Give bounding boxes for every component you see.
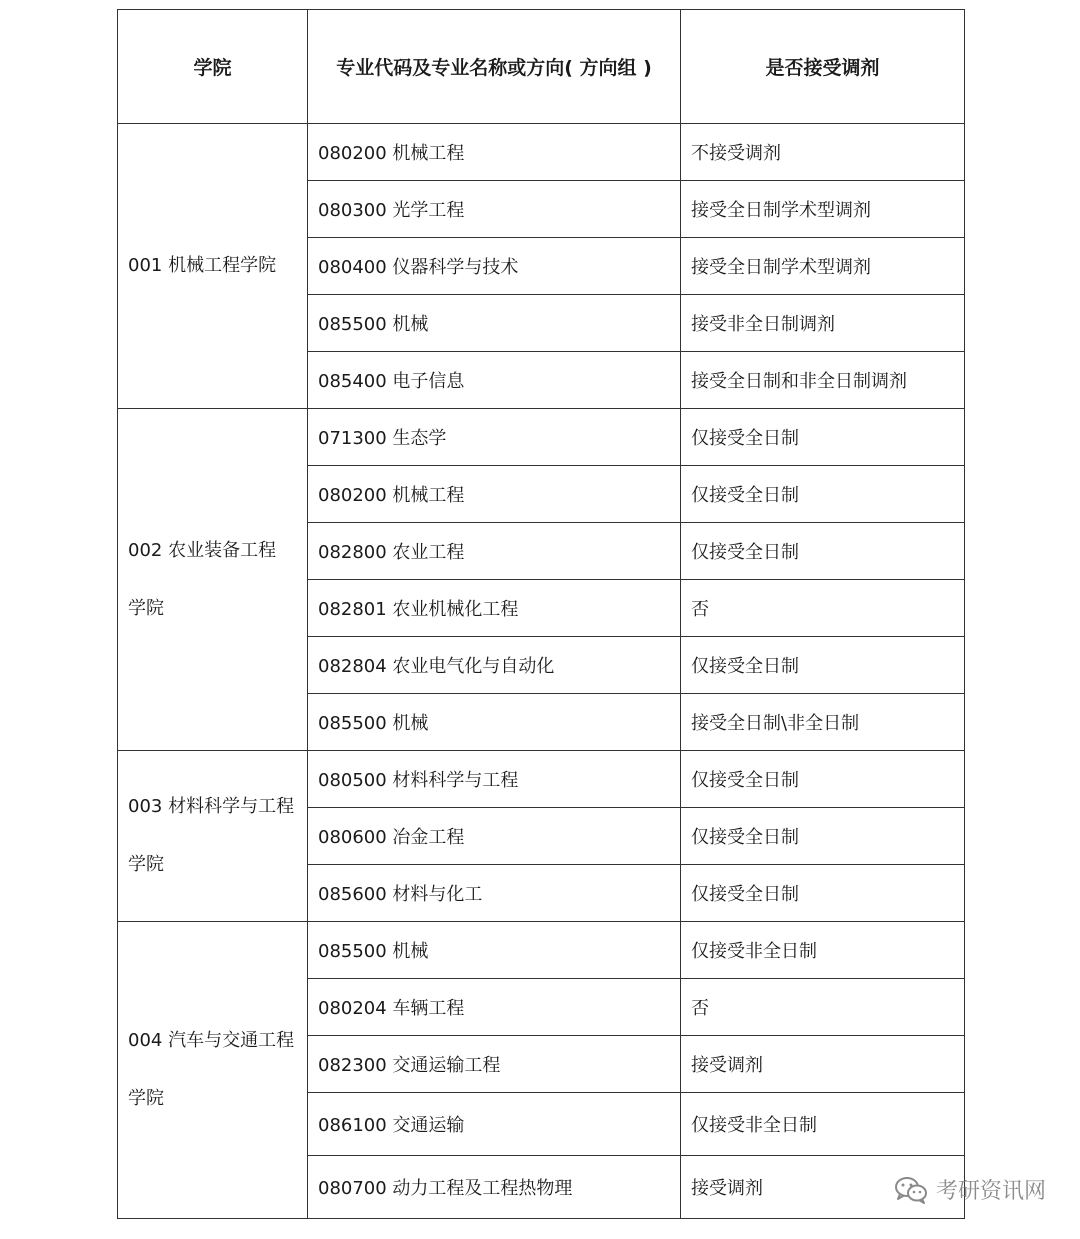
table-row [118, 124, 965, 181]
college-cell [118, 124, 308, 409]
header-major: 专业代码及专业名称或方向( 方向组 ) [308, 10, 681, 124]
college-name-line1: 002 农业装备工程 [128, 539, 277, 561]
adjust-cell: 仅接受全日制 [681, 751, 965, 808]
adjust-cell: 仅接受非全日制 [681, 922, 965, 979]
adjust-cell: 仅接受全日制 [681, 637, 965, 694]
adjust-cell: 仅接受全日制 [681, 466, 965, 523]
adjust-cell: 接受全日制学术型调剂 [681, 238, 965, 295]
major-cell: 080200 机械工程 [308, 466, 681, 523]
major-cell: 080400 仪器科学与技术 [308, 238, 681, 295]
college-name-line2: 学院 [128, 1088, 164, 1109]
watermark-text: 考研资讯网 [935, 1179, 1046, 1204]
major-cell: 082801 农业机械化工程 [308, 580, 681, 637]
major-cell: 082804 农业电气化与自动化 [308, 637, 681, 694]
adjust-cell: 接受调剂 [681, 1036, 965, 1093]
adjust-cell: 仅接受全日制 [681, 865, 965, 922]
major-cell: 080204 车辆工程 [308, 979, 681, 1036]
adjust-cell: 仅接受非全日制 [681, 1093, 965, 1156]
college-cell [118, 409, 308, 751]
major-cell: 082300 交通运输工程 [308, 1036, 681, 1093]
major-cell: 085500 机械 [308, 295, 681, 352]
major-cell: 086100 交通运输 [308, 1093, 681, 1156]
major-cell: 080200 机械工程 [308, 124, 681, 181]
major-cell: 082800 农业工程 [308, 523, 681, 580]
major-cell: 085600 材料与化工 [308, 865, 681, 922]
college-cell [118, 922, 308, 1219]
major-cell: 080600 冶金工程 [308, 808, 681, 865]
watermark [894, 1174, 1046, 1205]
college-cell [118, 751, 308, 922]
table-header-row [118, 10, 965, 124]
header-adjustment: 是否接受调剂 [681, 10, 965, 124]
wechat-icon [894, 1176, 928, 1204]
college-name-line2: 学院 [128, 854, 164, 875]
table-row [118, 922, 965, 979]
major-cell: 085500 机械 [308, 922, 681, 979]
major-cell: 080500 材料科学与工程 [308, 751, 681, 808]
admission-adjustment-table [117, 9, 965, 1219]
adjust-cell: 仅接受全日制 [681, 409, 965, 466]
adjust-cell: 接受全日制\非全日制 [681, 694, 965, 751]
major-cell: 071300 生态学 [308, 409, 681, 466]
adjust-cell: 否 [681, 979, 965, 1036]
table-row [118, 409, 965, 466]
major-cell: 085500 机械 [308, 694, 681, 751]
adjust-cell: 接受非全日制调剂 [681, 295, 965, 352]
college-name: 001 机械工程学院 [128, 255, 277, 276]
table-row [118, 751, 965, 808]
college-name-line2: 学院 [128, 597, 164, 619]
college-name-line1: 004 汽车与交通工程 [128, 1030, 295, 1051]
adjust-cell: 仅接受全日制 [681, 808, 965, 865]
major-cell: 080700 动力工程及工程热物理 [308, 1156, 681, 1219]
adjust-cell: 否 [681, 580, 965, 637]
major-cell: 085400 电子信息 [308, 352, 681, 409]
adjust-cell: 仅接受全日制 [681, 523, 965, 580]
adjust-cell: 接受全日制和非全日制调剂 [681, 352, 965, 409]
adjust-cell: 接受全日制学术型调剂 [681, 181, 965, 238]
header-college: 学院 [118, 10, 308, 124]
adjust-cell: 不接受调剂 [681, 124, 965, 181]
adjust-cell: 接受调剂 [681, 1156, 965, 1219]
college-name-line1: 003 材料科学与工程 [128, 796, 295, 817]
major-cell: 080300 光学工程 [308, 181, 681, 238]
